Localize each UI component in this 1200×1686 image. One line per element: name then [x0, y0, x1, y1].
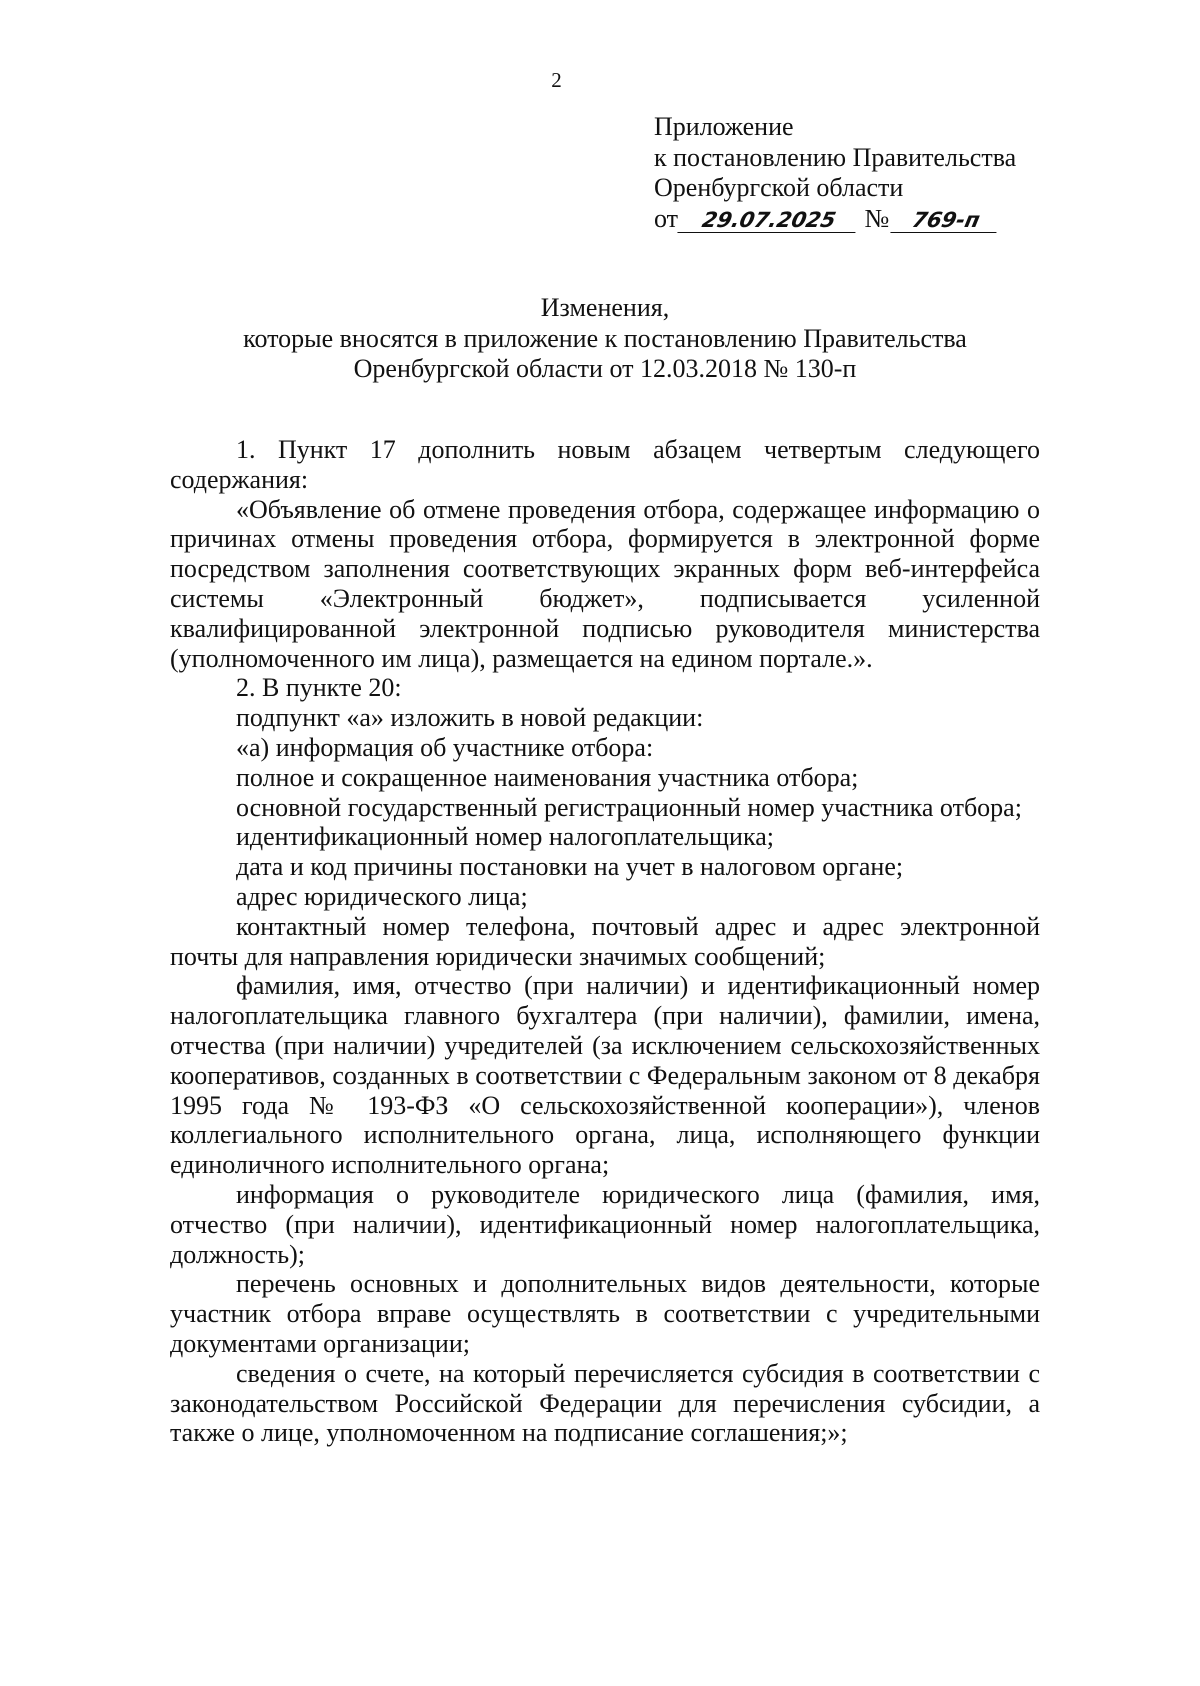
- paragraph-founders: фамилия, имя, отчество (при наличии) и идентификационный номер налогоплательщика главного бухгалтера (при наличии), фамилии, имена, отчества (при наличии) учредителей (за исключением сельскохозяйственных кооперативов, созданных в соответствии с Федеральным законом от 8 декабря 1995 года № 193-ФЗ «О сельскохозяйственной кооперации»), членов коллегиального исполнительного органа, лица, исполняющего функции единоличного исполнительного органа;: [170, 971, 1040, 1180]
- paragraph-quote-announcement: «Объявление об отмене проведения отбора, содержащее информацию о причинах отмены проведения отбора, формируется в электронной форме посредством заполнения соответствующих экранных форм веб-интерфейса системы «Электронный бюджет», подписывается усиленной квалифицированной электронной подписью руководителя министерства (уполномоченного им лица), размещается на едином портале.».: [170, 494, 1040, 673]
- document-body: [170, 435, 1040, 1448]
- paragraph-subpoint-a: подпункт «а» изложить в новой редакции:: [236, 703, 704, 733]
- paragraph-inn: идентификационный номер налогоплательщика;: [236, 822, 774, 852]
- paragraph-ogrn: основной государственный регистрационный номер участника отбора;: [236, 792, 1022, 822]
- appendix-line-2: к постановлению Правительства: [654, 142, 1017, 172]
- number-prefix: №: [864, 203, 890, 233]
- paragraph-item-2: 2. В пункте 20:: [236, 673, 402, 703]
- appendix-header: [654, 112, 1016, 234]
- page-number: 2: [551, 68, 562, 92]
- handwritten-date: 29.07.2025: [677, 208, 860, 233]
- paragraph-head: информация о руководителе юридического лица (фамилия, имя, отчество (при наличии), идентификационный номер налогоплательщика, должность);: [170, 1179, 1040, 1269]
- title-line-1: Изменения,: [540, 293, 670, 322]
- paragraph-address: адрес юридического лица;: [236, 881, 528, 911]
- handwritten-number: 769-п: [891, 208, 1002, 233]
- paragraph-contacts: контактный номер телефона, почтовый адрес и адрес электронной почты для направления юридически значимых сообщений;: [170, 911, 1040, 971]
- date-prefix: от: [654, 203, 679, 233]
- appendix-line-3: Оренбургской области: [654, 173, 904, 202]
- appendix-date-number-line: [654, 204, 1016, 235]
- paragraph-kpp: дата и код причины постановки на учет в налоговом органе;: [236, 852, 904, 882]
- paragraph-account: сведения о счете, на который перечисляется субсидия в соответствии с законодательством Российской Федерации для перечисления субсидии, а также о лице, уполномоченном на подписание соглашения;»;: [170, 1358, 1040, 1448]
- document-title: [170, 293, 1040, 385]
- title-line-3: Оренбургской области от 12.03.2018 № 130-п: [353, 354, 857, 383]
- paragraph-activities: перечень основных и дополнительных видов деятельности, которые участник отбора вправе осуществлять в соответствии с учредительными документами организации;: [170, 1269, 1040, 1358]
- paragraph-item-1: 1. Пункт 17 дополнить новым абзацем четвертым следующего содержания:: [170, 435, 1040, 494]
- paragraph-quote-a: «а) информация об участнике отбора:: [236, 732, 654, 762]
- paragraph-names: полное и сокращенное наименования участника отбора;: [236, 762, 859, 792]
- appendix-title: Приложение: [654, 112, 794, 141]
- title-line-2: которые вносятся в приложение к постановлению Правительства: [243, 323, 967, 353]
